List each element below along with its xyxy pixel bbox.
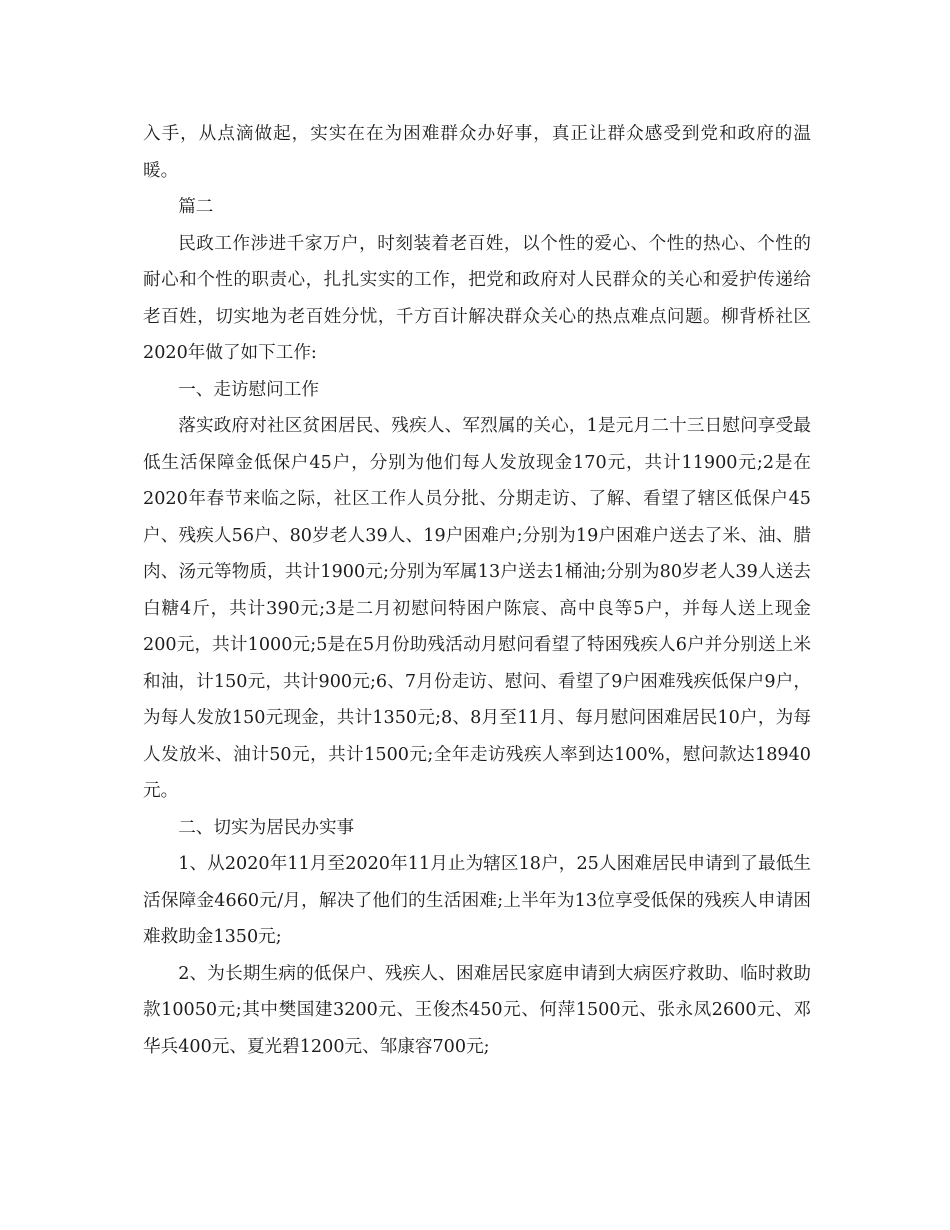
heading-practical-affairs: 二、切实为居民办实事 <box>178 817 355 838</box>
heading-visits: 一、走访慰问工作 <box>178 379 319 400</box>
paragraph-item-1: 1、从2020年11月至2020年11月止为辖区18户，25人困难居民申请到了最低生活保障金4660元/月，解决了他们的生活困难;上半年为13位享受低保的残疾人申请困难救助金1350元; <box>143 854 811 947</box>
paragraph-continuation: 入手，从点滴做起，实实在在为困难群众办好事，真正让群众感受到党和政府的温暖。 <box>143 124 811 181</box>
section-title-part-two: 篇二 <box>178 197 214 217</box>
document-body <box>143 116 811 1065</box>
paragraph-visits: 落实政府对社区贫困居民、残疾人、军烈属的关心，1是元月二十三日慰问享受最低生活保障金低保户45户，分别为他们每人发放现金170元，共计11900元;2是在2020年春节来临之际，社区工作人员分批、分期走访、了解、看望了辖区低保户45户、残疾人56户、80岁老人39人、19户困难户;分别为19户困难户送去了米、油、腊肉、汤元等物质，共计1900元;分别为军属13户送去1桶油;分别为80岁老人39人送去白糖4斤，共计390元;3是二月初慰问特困户陈宸、高中良等5户，并每人送上现金200元，共计1000元;5是在5月份助残活动月慰问看望了特困残疾人6户并分别送上米和油，计150元，共计900元;6、7月份走访、慰问、看望了9户困难残疾低保户9户，为每人发放150元现金，共计1350元;8、8月至11月、每月慰问困难居民10户，为每人发放米、油计50元，共计1500元;全年走访残疾人率到达100%，慰问款达18940元。 <box>143 416 811 801</box>
paragraph-intro: 民政工作涉进千家万户，时刻装着老百姓，以个性的爱心、个性的热心、个性的耐心和个性的职责心，扎扎实实的工作，把党和政府对人民群众的关心和爱护传递给老百姓，切实地为老百姓分忧，千方百计解决群众关心的热点难点问题。柳背桥社区2020年做了如下工作: <box>143 233 811 363</box>
paragraph-item-2: 2、为长期生病的低保户、残疾人、困难居民家庭申请到大病医疗救助、临时救助款10050元;其中樊国建3200元、王俊杰450元、何萍1500元、张永凤2600元、邓华兵400元、夏光碧1200元、邹康容700元; <box>143 963 811 1057</box>
